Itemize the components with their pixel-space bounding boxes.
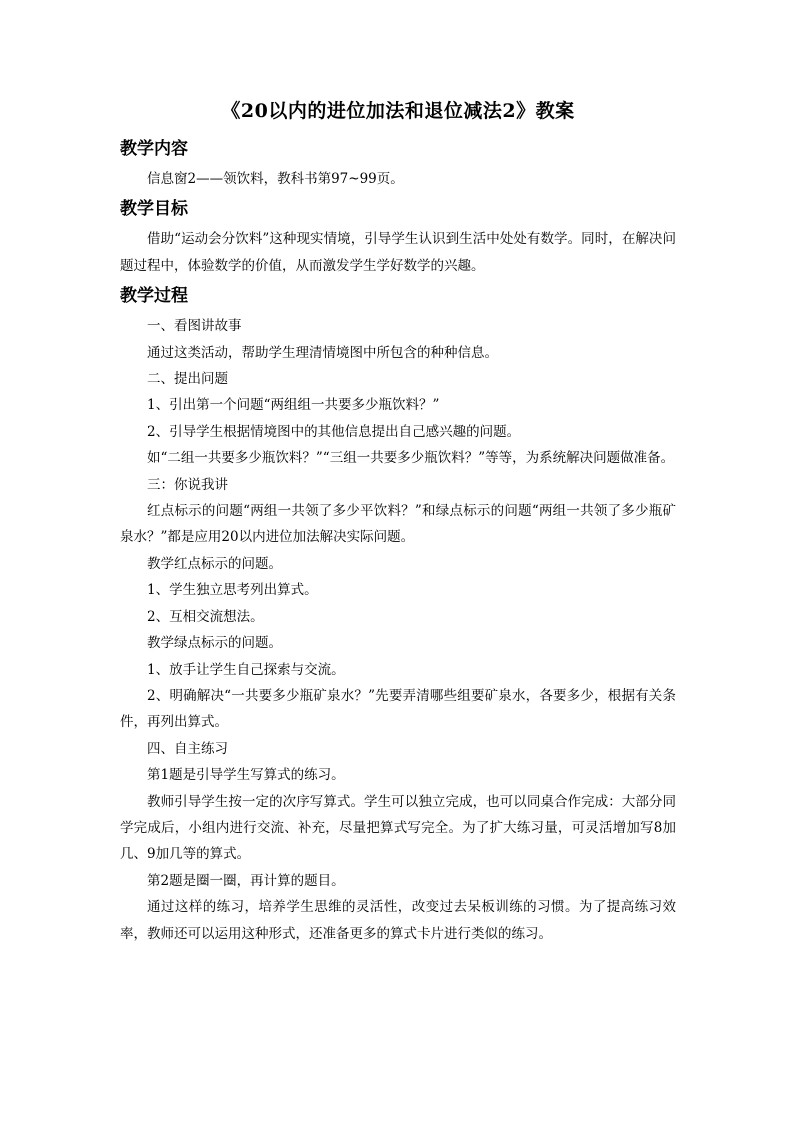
paragraph: 通过这类活动，帮助学生理清情境图中所包含的种种信息。	[147, 344, 498, 361]
paragraph: 一、看图讲故事	[147, 318, 242, 335]
section-teaching-process	[120, 283, 676, 947]
paragraph: 第1题是引导学生写算式的练习。	[147, 767, 345, 784]
paragraph: 1、学生独立思考列出算式。	[147, 582, 318, 599]
section-heading: 教学内容	[120, 139, 188, 159]
paragraph: 1、引出第一个问题“两组组一共要多少瓶饮料？”	[147, 397, 440, 414]
paragraph: 2、互相交流想法。	[147, 608, 264, 625]
paragraph: 1、放手让学生自己探索与交流。	[147, 661, 345, 678]
paragraph: 如“二组一共要多少瓶饮料？”“三组一共要多少瓶饮料？”等等，为系统解决问题做准备。	[147, 450, 675, 467]
paragraph: 教学绿点标示的问题。	[147, 635, 282, 652]
paragraph: 教师引导学生按一定的次序写算式。学生可以独立完成，也可以同桌合作完成：大部分同学完成后，小组内进行交流、补充，尽量把算式写完全。为了扩大练习量，可灵活增加写8加几、9加几等的算式。	[120, 793, 676, 863]
paragraph: 借助“运动会分饮料”这种现实情境，引导学生认识到生活中处处有数学。同时，在解决问题过程中，体验数学的价值，从而激发学生学好数学的兴趣。	[120, 231, 676, 274]
section-heading: 教学过程	[120, 286, 188, 307]
section-teaching-content	[120, 136, 676, 192]
paragraph: 三：你说我讲	[147, 476, 228, 493]
paragraph: 通过这样的练习，培养学生思维的灵活性，改变过去呆板训练的习惯。为了提高练习效率，教师还可以运用这种形式，还准备更多的算式卡片进行类似的练习。	[120, 899, 676, 942]
paragraph: 教学红点标示的问题。	[147, 555, 282, 572]
paragraph: 红点标示的问题“两组一共领了多少平饮料？”和绿点标示的问题“两组一共领了多少瓶矿泉水？”都是应用20以内进位加法解决实际问题。	[120, 503, 676, 546]
paragraph: 2、引导学生根据情境图中的其他信息提出自己感兴趣的问题。	[147, 423, 521, 440]
paragraph: 二、提出问题	[147, 371, 228, 388]
document-title: 《20以内的进位加法和退位减法2》教案	[221, 100, 575, 122]
paragraph: 信息窗2——领饮料，教科书第97~99页。	[147, 171, 404, 187]
paragraph: 第2题是圈一圈，再计算的题目。	[147, 872, 345, 889]
paragraph: 四、自主练习	[147, 740, 228, 757]
section-heading: 教学目标	[120, 199, 188, 220]
paragraph: 2、明确解决“一共要多少瓶矿泉水？”先要弄清哪些组要矿泉水，各要多少，根据有关条件，再列出算式。	[120, 687, 676, 731]
section-teaching-goals	[120, 196, 676, 279]
document-page	[120, 96, 676, 947]
